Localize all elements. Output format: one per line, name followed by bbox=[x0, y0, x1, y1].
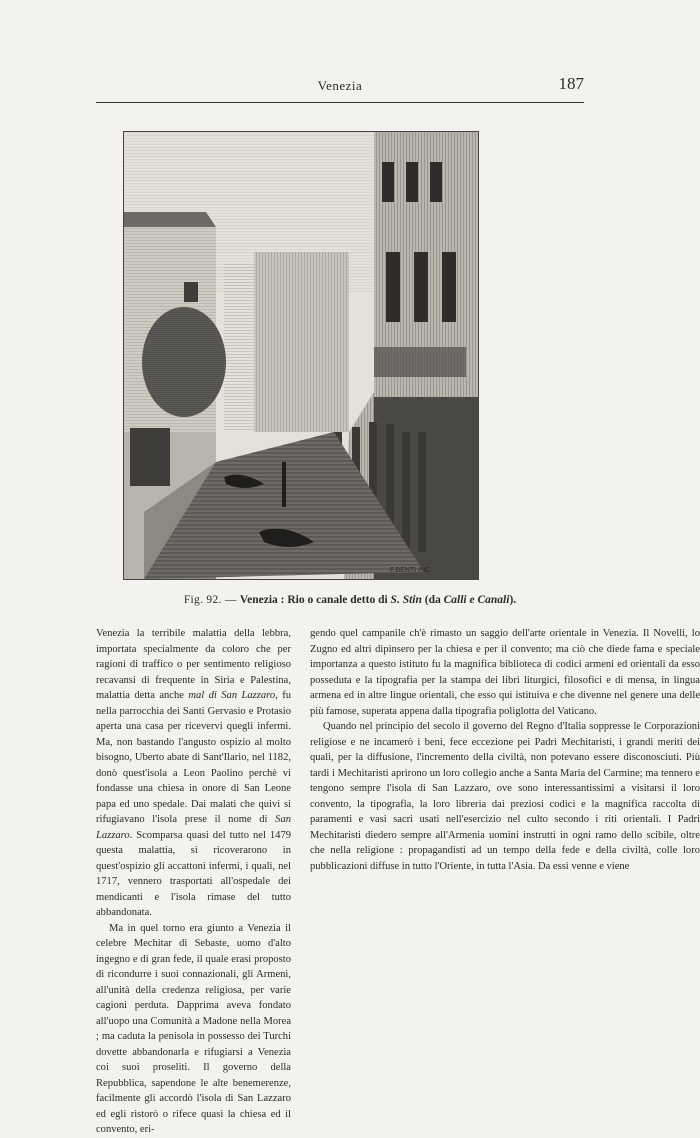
caption-source: Calli e Canali bbox=[443, 594, 510, 606]
caption-title: Venezia : Rio o canale detto di bbox=[239, 594, 391, 606]
engraver-signature: F.BENTI INC bbox=[390, 567, 431, 574]
paragraph: gendo quel campanile ch'è rimasto un saggio dell'arte orientale in Venezia. Il Novelli, lo Zugno ed altri dipinsero per la chiesa e per il convento; ma ciò che diede fama e speciale importanza a questo istituto fu la magnifica biblioteca di codici armeni ed orientali da esso posseduta e la tipografia per la stampa dei libri liturgici, filosofici e di mensa, in lingua armena ed in altre lingue orientali, che esso qui istituiva e che divenne nel genere una delle più famose, superata appena dalla tipografia poliglotta del Vaticano. bbox=[310, 628, 700, 717]
running-title: Venezia bbox=[317, 78, 363, 93]
page-number: 187 bbox=[558, 74, 584, 93]
paragraph: Ma in quel torno era giunto a Venezia il celebre Mechitar di Sebaste, uomo d'alto ingegno e di gran fede, il quale erasi proposto di ricondurre i suoi connazionali, gli Armeni, all'unità della credenza religiosa, per varie cagioni perduta. Dapprima aveva fondato all'uopo una Comunità a Madone nella Morea ; ma caduta la penisola in possesso dei Turchi dovette abbandonarla e rifugiarsi a Venezia coi suoi proseliti. Il governo della Repubblica, sapendone le alte benemerenze, facilmente gli accordò l'isola di San Lazzaro ed egli ristorò o rifece quasi la chiesa ed il convento, eri- bbox=[96, 922, 291, 1135]
figure-caption bbox=[96, 594, 604, 606]
paragraph: Venezia la terribile malattia della lebbra, importata specialmente da coloro che per ragioni di traffico o per sentimento religioso recavansi di frequente in Siria e Palestina, malattia detta anche mal di San Lazzaro, fu nella parrocchia dei Santi Gervasio e Protasio aperta una casa per ricevervi quegli infermi. Ma, non bastando l'angusto ospizio al molto bisogno, Uberto abate di Sant'Ilario, nel 1182, donò quest'isola a Leon Paolino perchè vi fondasse una chiesa in onore di San Leone papa ed uno spedale. Dai malati che quivi si rifugiavano l'isola prese il nome di San Lazzaro. Scomparsa quasi del tutto nel 1479 questa malattia, si ricoverarono in quest'ospizio gli accattoni infermi, i quali, nel 1717, vennero trasportati all'ospedale dei mendicanti e l'isola rimase del tutto abbandonata. bbox=[96, 628, 291, 918]
caption-figure-number: Fig. 92. — bbox=[183, 594, 240, 606]
paragraph: Quando nel principio del secolo il governo del Regno d'Italia soppresse le Corporazioni religiose e ne incamerò i beni, fece eccezione pei Padri Mechitaristi, i grandi meriti dei quali, per la diffusione, l'incremento della civiltà, non potevano essere disconosciuti. Più tardi i Mechitaristi aprirono un loro collegio anche a Santa Maria del Carmine; ma tennero e tengono sempre l'isola di San Lazzaro, ove sono interessantissimi a visitarsi il loro convento, la tipografia, la loro libreria dai preziosi codici e la magnifica raccolta di paramenti e vasi sacri usati nell'esercizio nel culto secondo i riti orientali. I Padri Mechitaristi diedero sempre all'Armenia uomini instrutti in ogni ramo dello scibile, oltre che nella religione : propagandisti ad un tempo della fede e della civiltà, colle loro pubblicazioni diffuse in tutto l'Oriente, in tutta l'Asia. Da essi venne e viene bbox=[310, 721, 700, 872]
header-rule bbox=[96, 102, 584, 103]
text-column-left bbox=[96, 626, 291, 1138]
caption-place: S. Stin bbox=[390, 594, 422, 606]
engraving-illustration bbox=[123, 131, 479, 580]
text-column-right bbox=[310, 626, 700, 874]
caption-end: ). bbox=[509, 594, 517, 606]
caption-mid: (da bbox=[421, 594, 444, 606]
page-header bbox=[96, 74, 584, 98]
canal-engraving bbox=[124, 132, 478, 579]
